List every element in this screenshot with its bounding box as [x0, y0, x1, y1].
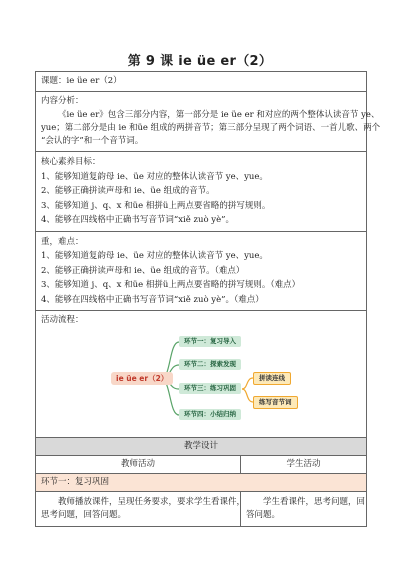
key-point-item: 1、能够知道复韵母 ie、üe 对应的整体认读音节 ye、yue。: [41, 251, 268, 261]
step1-title: 环节一：复习巩固: [36, 474, 366, 492]
topic-row: [36, 72, 366, 92]
key-points-heading: 重，难点：: [41, 236, 84, 247]
content-analysis-section: [36, 92, 381, 152]
mindmap-root: ie üe er（2）: [111, 372, 173, 385]
activity-flow-heading: 活动流程：: [41, 315, 84, 325]
core-goal-item: 1、能够知道复韵母 ie、üe 对应的整体认读音节 ye、yue。: [41, 171, 268, 182]
core-goal-item: 3、能够知道 j、q、x 和üe 相拼ü上两点要省略的拼写规则。: [41, 200, 271, 211]
key-point-item: 3、能够知道 j、q、x 和üe 相拼ü上两点要省略的拼写规则。（难点）: [41, 280, 301, 290]
student-activity-header: 学生活动: [286, 459, 321, 469]
activity-mindmap: [41, 329, 361, 434]
student-text-line: 答问题。: [246, 510, 281, 520]
content-analysis-line: 《ie üe er》包含三部分内容，第一部分是 ie üe er 和对应的两个整体认读音节 ye、: [58, 110, 380, 120]
mindmap-step: 环节四：小结归纳: [179, 409, 241, 420]
connector-sub2: [242, 389, 253, 402]
activity-columns-header: [36, 456, 366, 474]
page-title: 第 9 课 ie üe er（2）: [127, 54, 273, 69]
mindmap-step: 环节一：复习导入: [179, 336, 241, 347]
core-goals-section: [36, 152, 366, 232]
lesson-plan-table: [35, 71, 381, 527]
teacher-activity-header: 教师活动: [36, 456, 241, 473]
mindmap-step: 环节三：练习巩固: [179, 383, 241, 394]
key-points-section: [36, 232, 366, 312]
content-analysis-line: “会认的字”和一个音节词。: [41, 136, 144, 146]
core-goal-item: 4、能够在四线格中正确书写音节词“xiě zuò yè”。: [41, 215, 234, 225]
content-analysis-heading: 内容分析：: [41, 96, 84, 106]
student-text-line: 学生看课件，思考问题，回: [263, 497, 366, 507]
content-analysis-line: yue；第二部分是由 ie 和üe 组成的两拼音节；第三部分呈现了两个词语、一首儿歌、两个: [41, 123, 381, 133]
topic-line: 课题：ie üe er（2）: [41, 76, 122, 86]
student-activity-cell: [241, 492, 370, 526]
mindmap-substep: 练写音节词: [253, 396, 298, 409]
teacher-activity-cell: [36, 492, 246, 526]
teacher-text-line: 教师播放课件，呈现任务要求，要求学生看课件，: [58, 497, 246, 507]
teaching-design-header: 教学设计: [36, 438, 366, 456]
mindmap-step: 环节二：探索发现: [179, 359, 241, 370]
key-point-item: 4、能够在四线格中正确书写音节词“xiě zuò yè”。（难点）: [41, 294, 264, 305]
core-goal-item: 2、能够正确拼读声母和 ie、üe 组成的音节。: [41, 186, 215, 196]
key-point-item: 2、能够正确拼读声母和 ie、üe 组成的音节。（难点）: [41, 265, 245, 276]
activity-flow-section: [36, 311, 366, 438]
core-goals-heading: 核心素养目标：: [41, 157, 101, 167]
step1-content: [36, 492, 366, 526]
connector-sub1: [242, 378, 253, 389]
mindmap-substep: 拼读连线: [253, 372, 291, 385]
teacher-text-line: 思考问题，回答问题。: [41, 510, 127, 520]
